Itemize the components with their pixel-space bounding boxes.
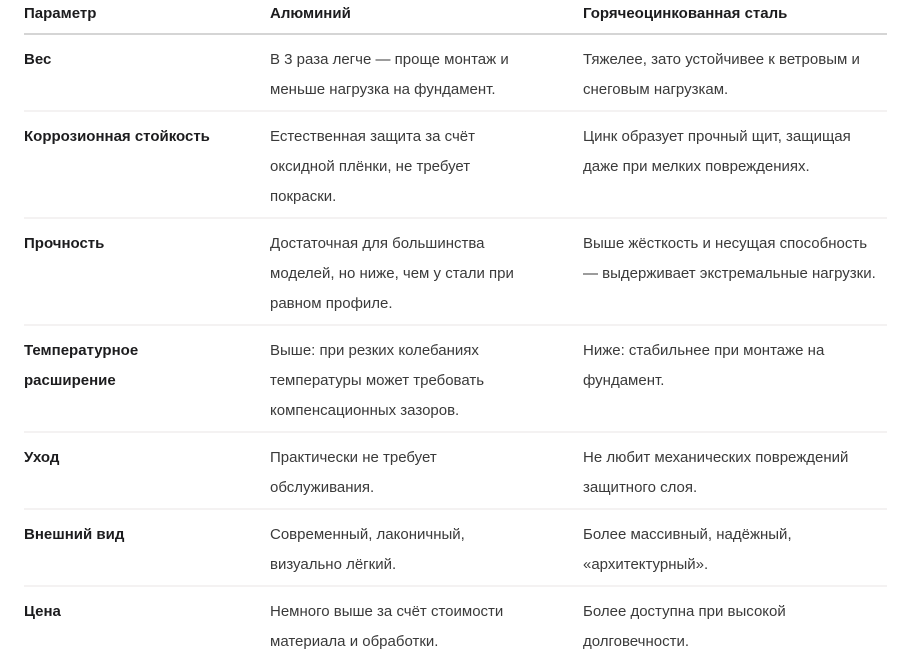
param-cell: Прочность — [24, 218, 270, 325]
param-cell: Вес — [24, 34, 270, 111]
param-cell: Температурное расширение — [24, 325, 270, 432]
aluminum-cell: Немного выше за счёт стоимости материала и обработки. — [270, 603, 504, 650]
header-row — [24, 0, 887, 34]
table-row-corrosion — [24, 111, 887, 218]
table-row-appearance — [24, 509, 887, 586]
table-row-strength — [24, 218, 887, 325]
steel-cell: Выше жёсткость и несущая способность — выдерживает экстремальные нагрузки. — [583, 218, 887, 325]
steel-cell: Не любит механических повреждений защитного слоя. — [583, 432, 887, 509]
aluminum-cell: Достаточная для большинства моделей, но ниже, чем у стали при равном профиле. — [270, 218, 583, 325]
material-comparison-table — [24, 0, 887, 662]
param-cell: Внешний вид — [24, 509, 270, 586]
table-row-weight — [24, 34, 887, 111]
column-header-aluminum: Алюминий — [270, 0, 583, 34]
aluminum-cell: Практически не требует обслуживания. — [270, 432, 583, 509]
column-header-parameter: Параметр — [24, 0, 270, 34]
steel-cell: Тяжелее, зато устойчивее к ветровым и снеговым нагрузкам. — [583, 34, 887, 111]
table-row-thermal-expansion — [24, 325, 887, 432]
table-row-price — [24, 586, 887, 662]
aluminum-cell: Выше: при резких колебаниях температуры может требовать компенсационных зазоров. — [270, 325, 583, 432]
param-cell: Уход — [24, 432, 270, 509]
steel-cell: Цинк образует прочный щит, защищая даже при мелких повреждениях. — [583, 111, 887, 218]
steel-cell: Более массивный, надёжный, «архитектурный». — [583, 509, 887, 586]
aluminum-cell: В 3 раза легче — проще монтаж и меньше нагрузка на фундамент. — [270, 34, 583, 111]
steel-cell: Ниже: стабильнее при монтаже на фундамент. — [583, 325, 887, 432]
steel-cell: Более доступна при высокой долговечности. — [583, 603, 786, 650]
aluminum-cell: Естественная защита за счёт оксидной плёнки, не требует покраски. — [270, 111, 583, 218]
param-cell: Цена — [24, 603, 61, 620]
table-row-maintenance — [24, 432, 887, 509]
param-cell: Коррозионная стойкость — [24, 111, 270, 218]
column-header-steel: Горячеоцинкованная сталь — [583, 0, 887, 34]
aluminum-cell: Современный, лаконичный, визуально лёгкий. — [270, 509, 583, 586]
